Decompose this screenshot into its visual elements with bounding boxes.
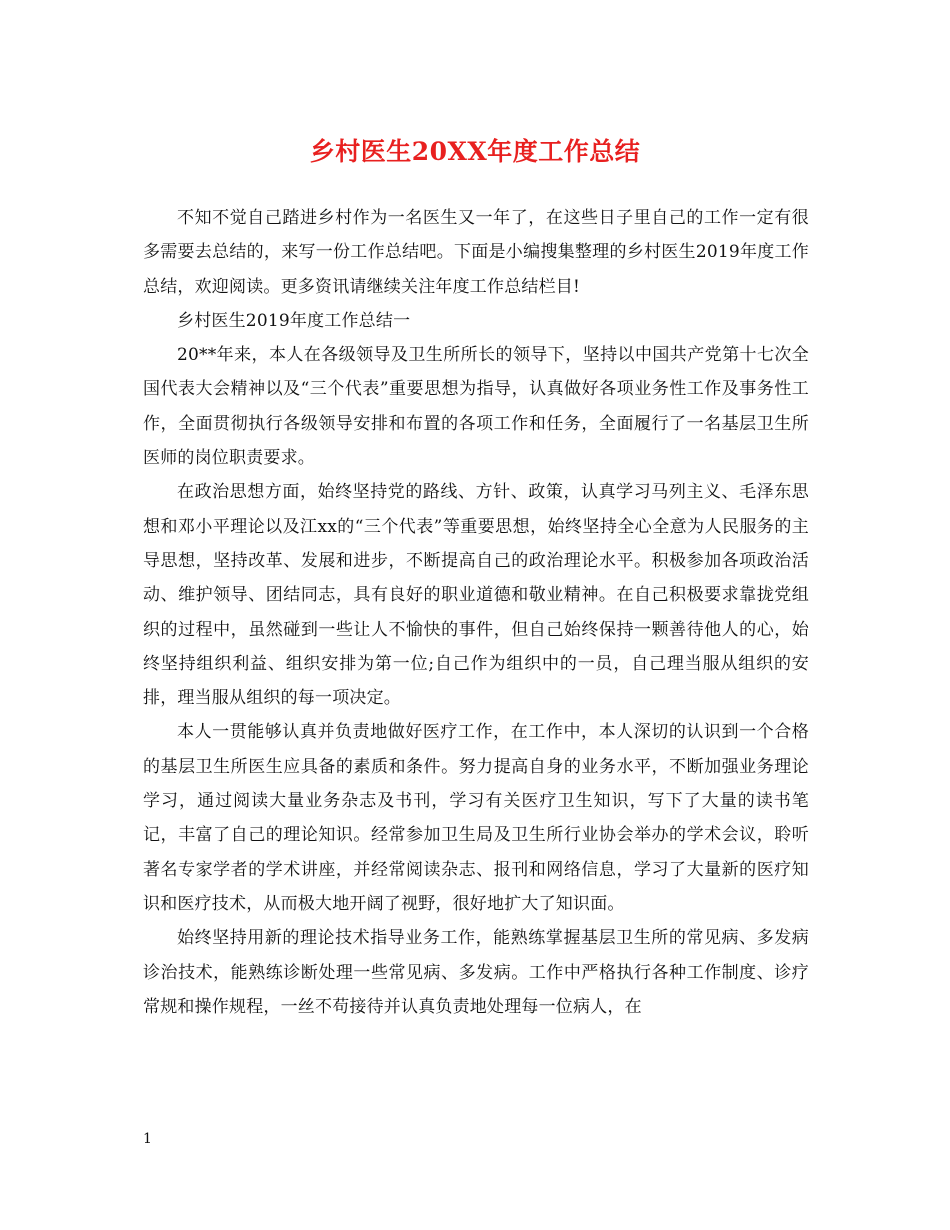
paragraph-political: 在政治思想方面，始终坚持党的路线、方针、政策，认真学习马列主义、毛泽东思想和邓小平理论以及江xx的“三个代表”等重要思想，始终坚持全心全意为人民服务的主导思想，坚持改革、发展和进步，不断提高自己的政治理论水平。积极参加各项政治活动、维护领导、团结同志，具有良好的职业道德和敬业精神。在自己积极要求靠拢党组织的过程中，虽然碰到一些让人不愉快的事件，但自己始终保持一颗善待他人的心，始终坚持组织利益、组织安排为第一位;自己作为组织中的一员，自己理当服从组织的安排，理当服从组织的每一项决定。 — [143, 482, 809, 709]
paragraph-medical-work: 本人一贯能够认真并负责地做好医疗工作，在工作中，本人深切的认识到一个合格的基层卫生所医生应具备的素质和条件。努力提高自身的业务水平，不断加强业务理论学习，通过阅读大量业务杂志及书刊，学习有关医疗卫生知识，写下了大量的读书笔记，丰富了自己的理论知识。经常参加卫生局及卫生所行业协会举办的学术会议，聆听著名专家学者的学术讲座，并经常阅读杂志、报刊和网络信息，学习了大量新的医疗知识和医疗技术，从而极大地开阔了视野，很好地扩大了知识面。 — [143, 722, 809, 914]
paragraph-technique: 始终坚持用新的理论技术指导业务工作，能熟练掌握基层卫生所的常见病、多发病诊治技术，能熟练诊断处理一些常见病、多发病。工作中严格执行各种工作制度、诊疗常规和操作规程，一丝不苟接待并认真负责地处理每一位病人，在 — [143, 928, 809, 1017]
paragraph-section-heading: 乡村医生2019年度工作总结一 — [177, 310, 411, 331]
paragraph-overview: 20**年来，本人在各级领导及卫生所所长的领导下，坚持以中国共产党第十七次全国代表大会精神以及“三个代表”重要思想为指导，认真做好各项业务性工作及事务性工作，全面贯彻执行各级领导安排和布置的各项工作和任务，全面履行了一名基层卫生所医师的岗位职责要求。 — [143, 345, 809, 469]
paragraph-intro: 不知不觉自己踏进乡村作为一名医生又一年了，在这些日子里自己的工作一定有很多需要去总结的，来写一份工作总结吧。下面是小编搜集整理的乡村医生2019年度工作总结，欢迎阅读。更多资讯请继续关注年度工作总结栏目! — [143, 208, 809, 297]
page-number: 1 — [143, 1131, 152, 1147]
document-body — [143, 201, 809, 1024]
document-title: 乡村医生20XX年度工作总结 — [309, 137, 641, 166]
